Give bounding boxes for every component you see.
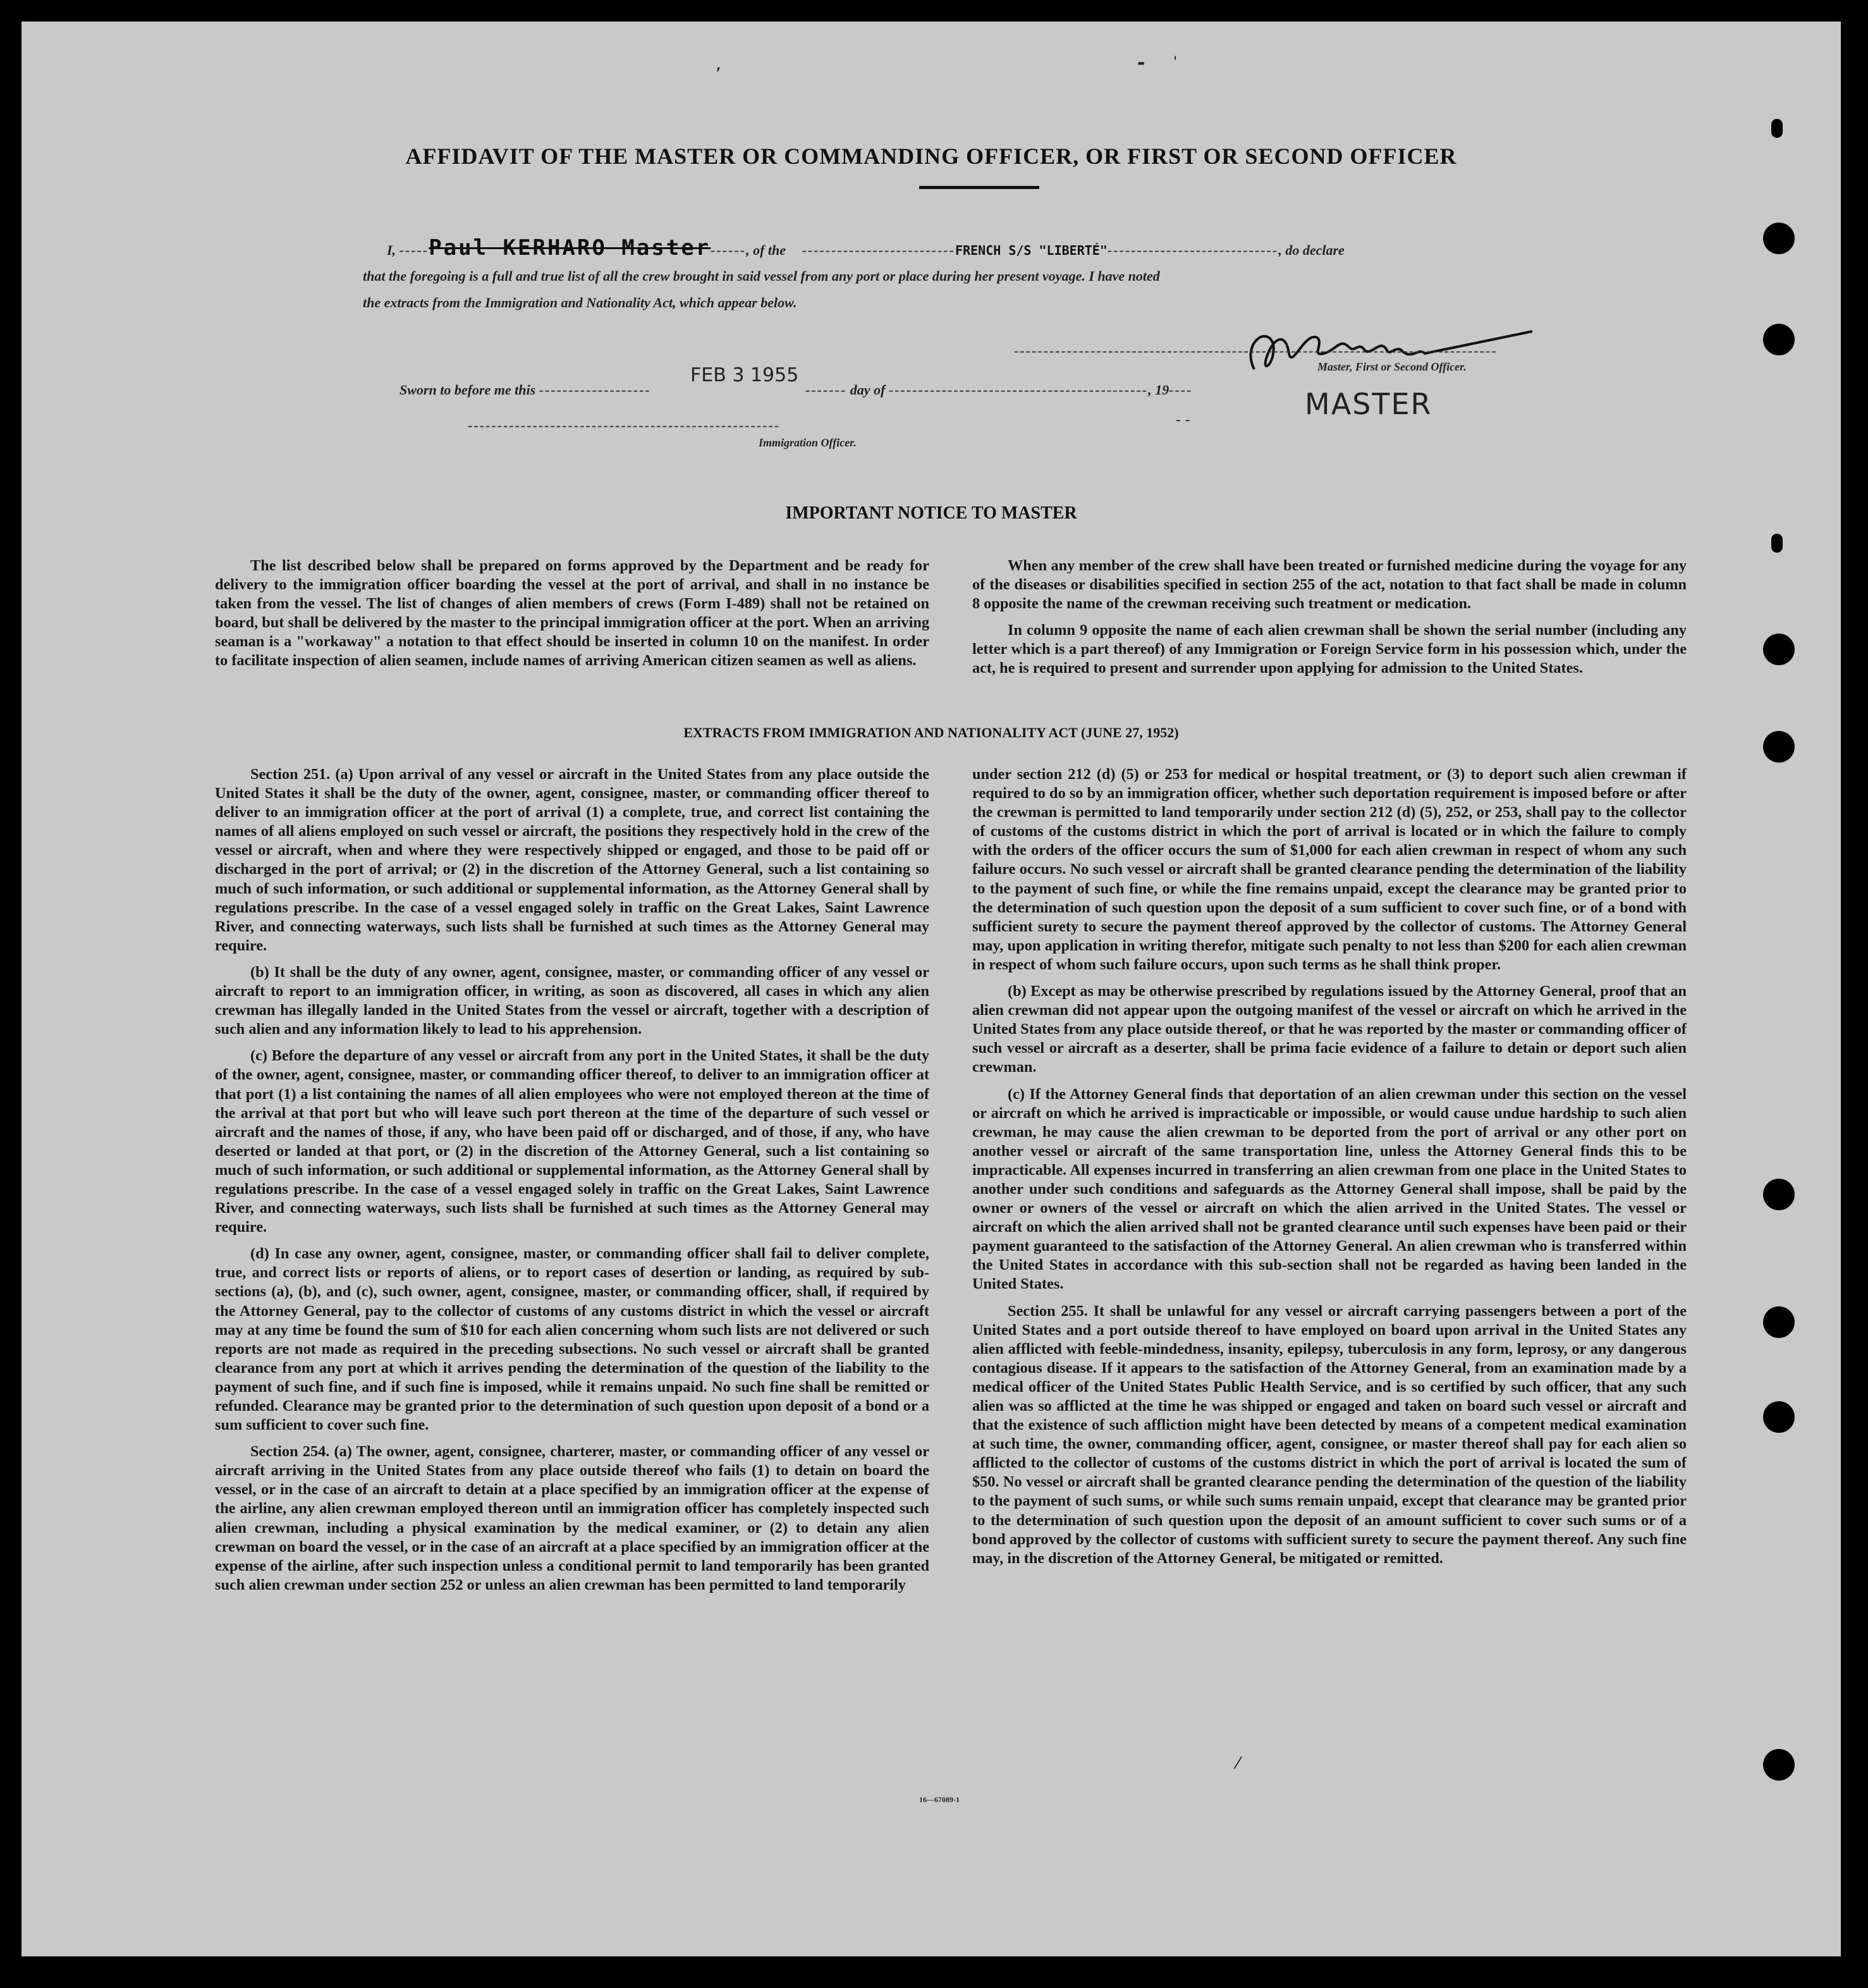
officer-caption: Immigration Officer. (759, 436, 857, 449)
extracts-left-column (215, 765, 929, 1602)
notice-right-column (972, 556, 1687, 686)
scan-speck: - (1137, 52, 1145, 74)
notice-right-paragraph-2: In column 9 opposite the name of each alien crewman shall be shown the serial number (including any letter which is a part thereof) of any Immigration or Foreign Service form in his possession which, under the act, he is required to present and surrender upon applying for admission to the United States. (972, 622, 1687, 677)
form-code: 16—67089-1 (919, 1795, 960, 1804)
extract-paragraph: (c) Before the departure of any vessel or aircraft from any port in the United States, it shall be the duty of the owner, agent, consignee, master, or commanding officer thereof, to deliver to an immigration officer at that port (1) a list containing the names of all alien employees who were not employed thereon at the time of the arrival at that port but who will leave such port thereon at the time of the departure of such vessel or aircraft and the names of those, if any, who have been paid off or discharged, and of those, if any, who have deserted or landed at that port, or (2) in the discretion of the Attorney General, such a list containing so much of such information, or such additional or supplemental information, as the Attorney General shall by regulations prescribe. In the case of a vessel engaged solely in traffic on the Great Lakes, Saint Lawrence River, and connecting waterways, such lists shall be furnished at such times as the Attorney General may require. (215, 1047, 929, 1236)
officer-signature-line: ----------------------------------------------------- (468, 417, 781, 433)
extract-paragraph: (d) In case any owner, agent, consignee, master, or commanding officer shall fail to deliver complete, true, and correct lists or reports of aliens, or to report cases of desertion or landing, as required by sub-sections (a), (b), and (c), such owner, agent, consignee, master, or commanding officer, shall, if required by the Attorney General, pay to the collector of customs of any customs district in which the vessel or aircraft may at any time be found the sum of $10 for each alien concerning whom such lists are not delivered or such reports are not made as required in the preceding subsections. No such vessel or aircraft shall be granted clearance from any port at which it arrives pending the determination of the question of the liability to the payment of such fine, and if such fine is imposed, while it remains unpaid. No such fine shall be remitted or refunded. Clearance may be granted prior to the determination of such question upon deposit of a bond or a sum sufficient to cover such fine. (215, 1245, 929, 1434)
binder-hole (1763, 1306, 1795, 1338)
extract-paragraph: (c) If the Attorney General finds that deportation of an alien crewman under this section on the vessel or aircraft on which he arrived is impracticable or impossible, or would cause undue hardship to such alien crewman, he may cause the alien crewman to be deported from the port of arrival or any other port on another vessel or aircraft of the same transportation line, unless the Attorney General finds this to be impracticable. All expenses incurred in transferring an alien crewman from one place in the United States to another under such conditions and safeguards as the Attorney General shall impose, shall be paid by the owner or owners of the vessel or aircraft on which the alien arrived in the United States. The vessel or aircraft on which the alien arrived shall not be granted clearance until such expenses have been paid or their payment guaranteed to the satisfaction of the Attorney General. An alien crewman who is transferred within the United States in accordance with this sub-section shall not be regarded as having been landed in the United States. (972, 1085, 1687, 1293)
binder-hole (1763, 324, 1795, 355)
signature-caption: Master, First or Second Officer. (1317, 360, 1467, 373)
sworn-year: , 19 (1148, 382, 1169, 398)
master-name: Paul KERHARO Master (429, 235, 711, 261)
binder-hole (1771, 119, 1783, 138)
scan-speck: , (716, 53, 721, 74)
extract-paragraph: (b) It shall be the duty of any owner, agent, consignee, master, or commanding officer of any vessel or aircraft to report to an immigration officer, in writing, as soon as discovered, all cases in which any alien crewman has illegally landed in the United States from the vessel or aircraft, together with a description of such alien and any information likely to lead to his apprehension. (215, 963, 929, 1038)
sworn-date-stamp: FEB 3 1955 (690, 364, 799, 386)
dots-leader: ------ (711, 242, 747, 258)
binder-hole (1763, 1179, 1795, 1210)
binder-hole (1763, 634, 1795, 665)
binder-hole (1763, 1401, 1795, 1433)
declaration-line-1 (387, 235, 1345, 261)
affidavit-title: AFFIDAVIT OF THE MASTER OR COMMANDING OFFICER, OR FIRST OR SECOND OFFICER (405, 144, 1457, 169)
dots-leader: ----- (399, 242, 429, 258)
document-page (21, 21, 1841, 1956)
sworn-day-of: day of (850, 382, 886, 398)
declaration-line-2: that the foregoing is a full and true list of all the crew brought in said vessel from any port or place during her present voyage. I have noted (363, 268, 1160, 284)
scan-speck: - - (1176, 412, 1190, 428)
sworn-prefix: Sworn to before me this (400, 382, 536, 398)
line1-prefix: I, (387, 242, 396, 258)
line1-suffix: , do declare (1278, 242, 1345, 258)
scan-speck: ' (1173, 54, 1178, 70)
vessel-name: FRENCH S/S "LIBERTÉ" (955, 243, 1108, 258)
extract-paragraph: (b) Except as may be otherwise prescribed by regulations issued by the Attorney General, proof that an alien crewman did not appear upon the outgoing manifest of the vessel or aircraft on which he arrived in the United States from any place outside thereof, or that he was reported by the master or commanding officer of such vessel or aircraft as a deserter, shall be prima facie evidence of a failure to detain or deport such alien crewman. (972, 983, 1687, 1076)
dots-leader: ----------------------------- (1107, 242, 1279, 258)
master-stamp: MASTER (1305, 387, 1432, 421)
scan-speck: ⁄ (1236, 1754, 1240, 1773)
extract-paragraph: Section 254. (a) The owner, agent, consignee, charterer, master, or commanding officer of any vessel or aircraft arriving in the United States from any place outside thereof who fails (1) to detain on board the vessel, or in the case of an aircraft to detain at a place specified by an immigration officer at the expense of the airline, any alien crewman employed thereon until an immigration officer has completely inspected such alien crewman, including a physical examination by the medical examiner, or (2) to detain any alien crewman on board the vessel, or in the case of an aircraft at a place specified by an immigration officer at the expense of the airline, after such inspection unless a conditional permit to land temporarily has been granted such alien crewman under section 252 or unless an alien crewman has been permitted to land temporarily (215, 1443, 929, 1593)
declaration-line-3: the extracts from the Immigration and Nationality Act, which appear below. (363, 295, 797, 310)
extracts-heading: EXTRACTS FROM IMMIGRATION AND NATIONALITY ACT (JUNE 27, 1952) (683, 725, 1179, 740)
extract-paragraph: under section 212 (d) (5) or 253 for medical or hospital treatment, or (3) to deport such alien crewman if required to do so by an immigration officer, whether such deportation requirement is imposed before or after the crewman is permitted to land temporarily under section 212 (d) (5), 252, or 253, shall pay to the collector of customs of the customs district in which the port of arrival is located or in which the failure to comply with the orders of the officer occurs the sum of $1,000 for each alien crewman in respect of whom any such failure occurs. No such vessel or aircraft shall be granted clearance pending the determination of the liability to the payment of such fine, or while the fine remains unpaid, except the clearance may be granted prior to the determination of such question upon the deposit of a sum sufficient to cover such fine, or of a bond with sufficient surety to secure the payment thereof approved by the collector of customs. The Attorney General may, upon application in writing therefor, mitigate such penalty to not less than $200 for each alien crewman in respect of whom such failure occurs, upon such terms as he shall think proper. (972, 766, 1687, 973)
signature-line: ---------------------------------------------------------------------------------- (1014, 343, 1498, 359)
extract-paragraph: Section 251. (a) Upon arrival of any vessel or aircraft in the United States from any place outside the United States it shall be the duty of the owner, agent, consignee, master, or commanding officer thereof to deliver to an immigration officer at the port of arrival (1) a complete, true, and correct list containing the names of all aliens employed on such vessel or aircraft, the positions they respectively hold in the crew of the vessel or aircraft, when and where they were respectively shipped or engaged, and those to be paid off or discharged in the port of arrival; or (2) in the discretion of the Attorney General, such a list containing so much of such information, or such additional or supplemental information, as the Attorney General shall by regulations prescribe. In the case of a vessel engaged solely in traffic on the Great Lakes, Saint Lawrence River, and connecting waterways, such lists shall be furnished at such times as the Attorney General may require. (215, 766, 929, 954)
sworn-line (400, 382, 651, 398)
notice-left-column (215, 556, 929, 678)
extracts-right-column (972, 765, 1687, 1576)
dots-leader: -------------------------------------------- (888, 382, 1149, 398)
binder-hole (1771, 534, 1783, 553)
dots-leader: ---- (1169, 382, 1193, 398)
extract-paragraph: Section 255. It shall be unlawful for any vessel or aircraft carrying passengers between a port of the United States and a port outside thereof to have employed on board upon arrival in the United States any alien afflicted with feeble-mindedness, insanity, epilepsy, tuberculosis in any form, leprosy, or any dangerous contagious disease. If it appears to the satisfaction of the Attorney General, from an examination made by a medical officer of the United States Public Health Service, and is so certified by such officer, that any such alien was so afflicted at the time he was shipped or engaged and taken on board such vessel or aircraft and that the existence of such affliction might have been detected by means of a competent medical examination at such time, the owner, commanding officer, agent, consignee, or master thereof shall pay for each alien so afflicted to the collector of customs of the customs district in which the port of arrival is located the sum of $50. No vessel or aircraft shall be granted clearance pending the determination of the question of the liability to the payment of such sums, or while such sums remain unpaid, except that clearance may be granted prior to the determination of such question upon the deposit of an amount sufficient to cover such sums or of a bond approved by the collector of customs with sufficient surety to secure the payment thereof. Any such fine may, in the discretion of the Attorney General, be mitigated or remitted. (972, 1302, 1687, 1567)
dots-leader: ------------------- (539, 382, 651, 398)
notice-left-paragraph: The list described below shall be prepared on forms approved by the Department and be ready for delivery to the immigration officer boarding the vessel at the port of arrival, and shall in no instance be taken from the vessel. The list of changes of alien members of crews (Form I-489) shall not be retained on board, but shall be delivered by the master to the principal immigration officer at the port. When an arriving seaman is a "workaway" a notation to that effect should be inserted in column 10 on the manifest. In order to facilitate inspection of alien seamen, include names of arriving American citizen seamen as well as aliens. (215, 557, 929, 670)
dots-leader: -------------------------- (802, 242, 956, 258)
title-underline (919, 186, 1039, 189)
notice-heading: IMPORTANT NOTICE TO MASTER (785, 503, 1077, 523)
line1-of: , of the (746, 242, 786, 258)
dots-leader: ------- (805, 382, 847, 398)
sworn-line-rest (805, 382, 1193, 398)
notice-right-paragraph-1: When any member of the crew shall have been treated or furnished medicine during the voyage for any of the diseases or disabilities specified in section 255 of the act, notation to that fact shall be made in column 8 opposite the name of the crewman receiving such treatment or medication. (972, 557, 1687, 613)
binder-hole (1763, 1749, 1795, 1781)
binder-hole (1763, 223, 1795, 254)
